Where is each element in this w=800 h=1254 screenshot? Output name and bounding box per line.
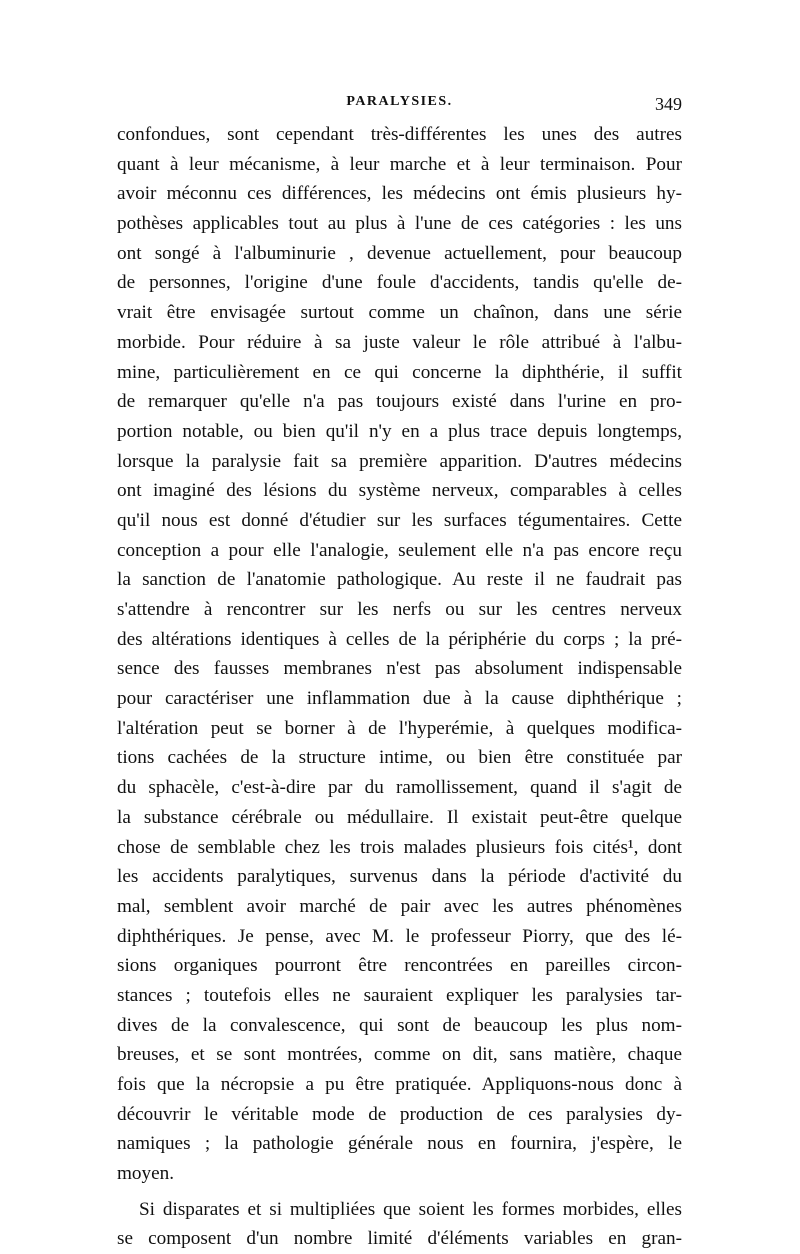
text-line: de personnes, l'origine d'une foule d'accidents, tandis qu'elle de- [117, 272, 682, 294]
text-line: stances ; toutefois elles ne sauraient expliquer les paralysies tar- [117, 984, 682, 1006]
page-header [117, 94, 682, 116]
page-number: 349 [655, 94, 682, 114]
text-line: les accidents paralytiques, survenus dans la période d'activité du [117, 866, 682, 888]
text-line: breuses, et se sont montrées, comme on dit, sans matière, chaque [117, 1044, 682, 1066]
text-line: l'altération peut se borner à de l'hyperémie, à quelques modifica- [117, 717, 682, 739]
text-line: vrait être envisagée surtout comme un chaînon, dans une série [117, 302, 682, 324]
text-line: portion notable, ou bien qu'il n'y en a plus trace depuis longtemps, [117, 420, 682, 442]
text-line: namiques ; la pathologie générale nous en fournira, j'espère, le [117, 1133, 682, 1155]
text-line: confondues, sont cependant très-différentes les unes des autres [117, 124, 682, 145]
text-line: de remarquer qu'elle n'a pas toujours existé dans l'urine en pro- [117, 391, 682, 413]
text-line: tions cachées de la structure intime, ou bien être constituée par [117, 747, 682, 769]
running-title: PARALYSIES. [346, 94, 453, 109]
text-line: du sphacèle, c'est-à-dire par du ramollissement, quand il s'agit de [117, 777, 682, 799]
text-line: morbide. Pour réduire à sa juste valeur le rôle attribué à l'albu- [117, 331, 682, 353]
text-line: dives de la convalescence, qui sont de beaucoup les plus nom- [117, 1014, 682, 1036]
text-line: quant à leur mécanisme, à leur marche et à leur terminaison. Pour [117, 153, 682, 175]
text-line: sence des fausses membranes n'est pas absolument indispensable [117, 658, 682, 680]
text-line: moyen. [117, 1163, 175, 1185]
text-line: conception a pour elle l'analogie, seulement elle n'a pas encore reçu [117, 539, 682, 561]
text-line: pothèses applicables tout au plus à l'une de ces catégories : les uns [117, 213, 682, 235]
text-line: des altérations identiques à celles de la périphérie du corps ; la pré- [117, 628, 682, 650]
text-line: la substance cérébrale ou médullaire. Il existait peut-être quelque [117, 806, 682, 828]
text-line: avoir méconnu ces différences, les médecins ont émis plusieurs hy- [117, 183, 682, 205]
text-line: pour caractériser une inflammation due à la cause diphthérique ; [117, 688, 682, 710]
text-line: ont songé à l'albuminurie , devenue actuellement, pour beaucoup [117, 242, 682, 264]
paragraph-2 [117, 1195, 682, 1254]
text-line: Si disparates et si multipliées que soient les formes morbides, elles [139, 1198, 682, 1220]
text-line: diphthériques. Je pense, avec M. le professeur Piorry, que des lé- [117, 925, 682, 947]
text-line: chose de semblable chez les trois malades plusieurs fois cités¹, dont [117, 836, 682, 858]
text-line: ont imaginé des lésions du système nerveux, comparables à celles [117, 480, 682, 502]
text-line: la sanction de l'anatomie pathologique. Au reste il ne faudrait pas [117, 569, 682, 591]
text-line: lorsque la paralysie fait sa première apparition. D'autres médecins [117, 450, 682, 472]
text-line: se composent d'un nombre limité d'éléments variables en gran- [117, 1228, 682, 1250]
text-line: s'attendre à rencontrer sur les nerfs ou sur les centres nerveux [117, 599, 682, 620]
text-line: sions organiques pourront être rencontrées en pareilles circon- [117, 955, 682, 977]
text-line: qu'il nous est donné d'étudier sur les surfaces tégumentaires. Cette [117, 509, 682, 531]
paragraph-1 [117, 120, 682, 1189]
text-line: découvrir le véritable mode de production de ces paralysies dy- [117, 1103, 682, 1125]
text-line: fois que la nécropsie a pu être pratiquée. Appliquons-nous donc à [117, 1074, 682, 1095]
body-text [117, 120, 682, 1254]
text-line: mine, particulièrement en ce qui concerne la diphthérie, il suffit [117, 361, 682, 383]
text-line: mal, semblent avoir marché de pair avec les autres phénomènes [117, 895, 682, 917]
